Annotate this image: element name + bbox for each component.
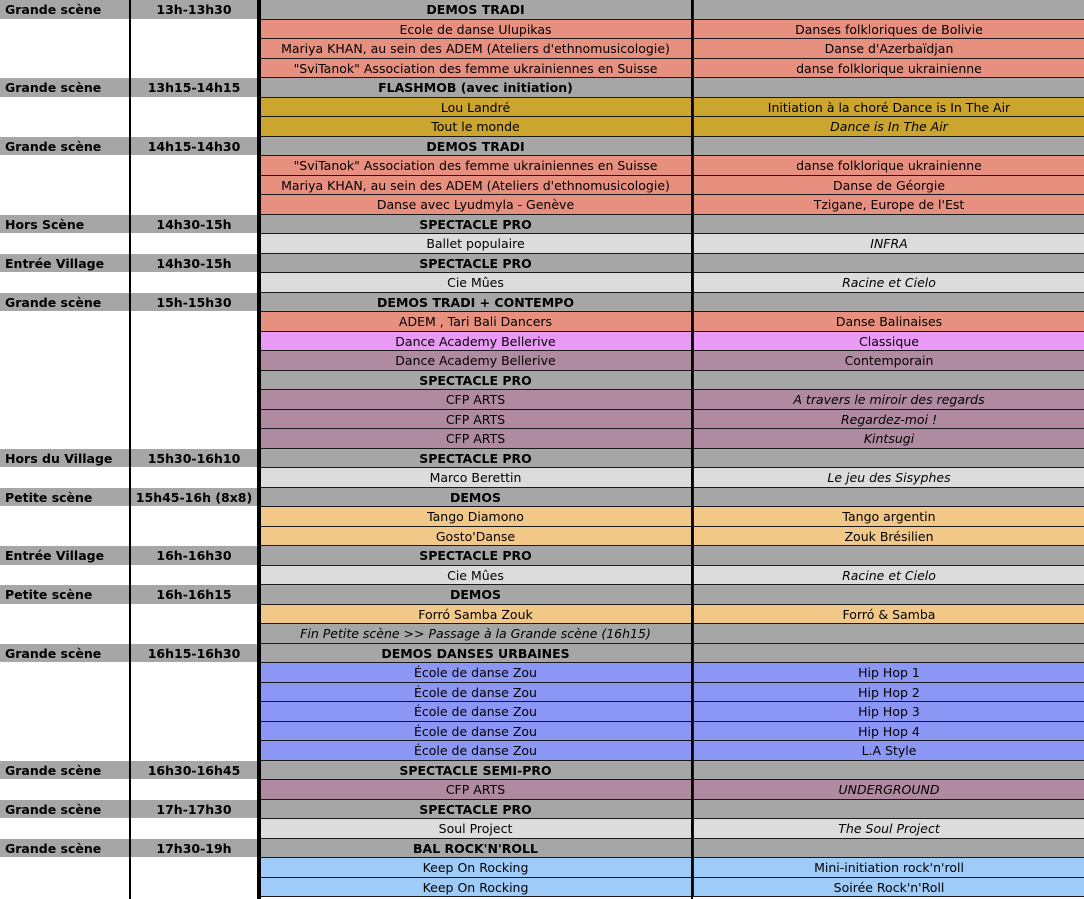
location-cell: [0, 702, 130, 722]
location-cell: Entrée Village: [0, 254, 130, 274]
schedule-row: [0, 273, 1084, 293]
performer-cell: Dance Academy Bellerive: [258, 332, 693, 352]
performer-cell: Marco Berettin: [258, 468, 693, 488]
description-cell: A travers le miroir des regards: [693, 390, 1084, 410]
location-cell: Grande scène: [0, 78, 130, 98]
location-cell: [0, 176, 130, 196]
schedule-row: [0, 683, 1084, 703]
time-cell: 16h30-16h45: [130, 761, 258, 781]
description-cell: danse folklorique ukrainienne: [693, 59, 1084, 79]
location-cell: [0, 410, 130, 430]
description-cell: Tzigane, Europe de l'Est: [693, 195, 1084, 215]
location-cell: Petite scène: [0, 585, 130, 605]
schedule-row: [0, 351, 1084, 371]
description-cell: [693, 761, 1084, 781]
category-cell: DEMOS TRADI + CONTEMPO: [258, 293, 693, 313]
time-cell: [130, 566, 258, 586]
schedule-row: [0, 410, 1084, 430]
schedule-row: [0, 507, 1084, 527]
column-divider-location: [129, 0, 131, 899]
performer-cell: Gosto'Danse: [258, 527, 693, 547]
description-cell: Initiation à la choré Dance is In The Air: [693, 98, 1084, 118]
time-cell: [130, 527, 258, 547]
performer-cell: École de danse Zou: [258, 663, 693, 683]
schedule-row: [0, 819, 1084, 839]
time-cell: 17h-17h30: [130, 800, 258, 820]
time-cell: [130, 624, 258, 644]
schedule-header-row: [0, 254, 1084, 274]
time-cell: [130, 59, 258, 79]
time-cell: [130, 20, 258, 40]
time-cell: [130, 858, 258, 878]
time-cell: [130, 332, 258, 352]
location-cell: [0, 605, 130, 625]
description-cell: Hip Hop 1: [693, 663, 1084, 683]
category-cell: SPECTACLE PRO: [258, 546, 693, 566]
location-cell: [0, 663, 130, 683]
time-cell: 14h30-15h: [130, 215, 258, 235]
performer-cell: Ballet populaire: [258, 234, 693, 254]
schedule-row: [0, 390, 1084, 410]
category-cell: BAL ROCK'N'ROLL: [258, 839, 693, 859]
performer-cell: École de danse Zou: [258, 702, 693, 722]
schedule-row: [0, 312, 1084, 332]
time-cell: 15h30-16h10: [130, 449, 258, 469]
schedule-row: [0, 371, 1084, 391]
performer-cell: Keep On Rocking: [258, 858, 693, 878]
performer-cell: Lou Landré: [258, 98, 693, 118]
location-cell: [0, 117, 130, 137]
time-cell: 16h-16h30: [130, 546, 258, 566]
schedule-header-row: [0, 839, 1084, 859]
description-cell: [693, 254, 1084, 274]
description-cell: Danse de Géorgie: [693, 176, 1084, 196]
performer-cell: Tango Diamono: [258, 507, 693, 527]
description-cell: UNDERGROUND: [693, 780, 1084, 800]
location-cell: [0, 312, 130, 332]
schedule-row: [0, 117, 1084, 137]
description-cell: Hip Hop 2: [693, 683, 1084, 703]
performer-cell: École de danse Zou: [258, 722, 693, 742]
time-cell: [130, 819, 258, 839]
schedule-header-row: [0, 546, 1084, 566]
location-cell: [0, 683, 130, 703]
location-cell: Grande scène: [0, 839, 130, 859]
performer-cell: Forró Samba Zouk: [258, 605, 693, 625]
schedule-header-row: [0, 449, 1084, 469]
description-cell: L.A Style: [693, 741, 1084, 761]
description-cell: [693, 488, 1084, 508]
location-cell: Hors du Village: [0, 449, 130, 469]
location-cell: [0, 20, 130, 40]
location-cell: Petite scène: [0, 488, 130, 508]
description-cell: Danse Balinaises: [693, 312, 1084, 332]
description-cell: [693, 0, 1084, 20]
location-cell: [0, 722, 130, 742]
description-cell: Classique: [693, 332, 1084, 352]
location-cell: [0, 780, 130, 800]
location-cell: [0, 195, 130, 215]
time-cell: 13h-13h30: [130, 0, 258, 20]
schedule-row: [0, 234, 1084, 254]
schedule-header-row: [0, 488, 1084, 508]
category-cell: DEMOS: [258, 585, 693, 605]
description-cell: Regardez-moi !: [693, 410, 1084, 430]
schedule-row: [0, 20, 1084, 40]
description-cell: Contemporain: [693, 351, 1084, 371]
description-cell: [693, 449, 1084, 469]
category-cell: SPECTACLE SEMI-PRO: [258, 761, 693, 781]
time-cell: [130, 390, 258, 410]
schedule-header-row: [0, 78, 1084, 98]
location-cell: Grande scène: [0, 644, 130, 664]
performer-cell: Cie Mûes: [258, 273, 693, 293]
performer-cell: "SviTanok" Association des femme ukrainiennes en Suisse: [258, 59, 693, 79]
schedule-row: [0, 156, 1084, 176]
schedule-row: [0, 59, 1084, 79]
location-cell: [0, 351, 130, 371]
description-cell: Dance is In The Air: [693, 117, 1084, 137]
category-cell: SPECTACLE PRO: [258, 371, 693, 391]
performer-cell: "SviTanok" Association des femme ukrainiennes en Suisse: [258, 156, 693, 176]
description-cell: [693, 585, 1084, 605]
schedule-header-row: [0, 137, 1084, 157]
time-cell: [130, 663, 258, 683]
time-cell: [130, 429, 258, 449]
location-cell: Grande scène: [0, 137, 130, 157]
time-cell: 14h30-15h: [130, 254, 258, 274]
schedule-row: [0, 176, 1084, 196]
time-cell: [130, 702, 258, 722]
location-cell: [0, 741, 130, 761]
description-cell: The Soul Project: [693, 819, 1084, 839]
location-cell: [0, 234, 130, 254]
location-cell: [0, 59, 130, 79]
location-cell: Grande scène: [0, 761, 130, 781]
performer-cell: Mariya KHAN, au sein des ADEM (Ateliers d'ethnomusicologie): [258, 176, 693, 196]
schedule-header-row: [0, 761, 1084, 781]
time-cell: [130, 351, 258, 371]
description-cell: Le jeu des Sisyphes: [693, 468, 1084, 488]
location-cell: [0, 390, 130, 410]
description-cell: Racine et Cielo: [693, 273, 1084, 293]
time-cell: [130, 741, 258, 761]
location-cell: Grande scène: [0, 293, 130, 313]
time-cell: 13h15-14h15: [130, 78, 258, 98]
description-cell: Hip Hop 4: [693, 722, 1084, 742]
time-cell: [130, 176, 258, 196]
time-cell: [130, 98, 258, 118]
schedule-row: [0, 98, 1084, 118]
description-cell: danse folklorique ukrainienne: [693, 156, 1084, 176]
performer-cell: CFP ARTS: [258, 390, 693, 410]
description-cell: Zouk Brésilien: [693, 527, 1084, 547]
schedule-row: [0, 429, 1084, 449]
performer-cell: CFP ARTS: [258, 780, 693, 800]
schedule-row: [0, 527, 1084, 547]
performer-cell: Soul Project: [258, 819, 693, 839]
time-cell: [130, 410, 258, 430]
category-cell: SPECTACLE PRO: [258, 254, 693, 274]
description-cell: Soirée Rock'n'Roll: [693, 878, 1084, 898]
schedule-header-row: [0, 293, 1084, 313]
time-cell: [130, 468, 258, 488]
description-cell: [693, 800, 1084, 820]
time-cell: [130, 507, 258, 527]
description-cell: [693, 371, 1084, 391]
time-cell: 16h-16h15: [130, 585, 258, 605]
schedule-row: [0, 468, 1084, 488]
location-cell: [0, 39, 130, 59]
performer-cell: Dance Academy Bellerive: [258, 351, 693, 371]
performer-cell: CFP ARTS: [258, 410, 693, 430]
category-cell: FLASHMOB (avec initiation): [258, 78, 693, 98]
category-cell: DEMOS TRADI: [258, 137, 693, 157]
location-cell: Hors Scène: [0, 215, 130, 235]
description-cell: Racine et Cielo: [693, 566, 1084, 586]
description-cell: Mini-initiation rock'n'roll: [693, 858, 1084, 878]
description-cell: [693, 624, 1084, 644]
time-cell: [130, 195, 258, 215]
location-cell: Grande scène: [0, 0, 130, 20]
schedule-row: [0, 702, 1084, 722]
schedule-row: [0, 780, 1084, 800]
schedule-header-row: [0, 585, 1084, 605]
location-cell: [0, 273, 130, 293]
schedule-row: [0, 332, 1084, 352]
description-cell: INFRA: [693, 234, 1084, 254]
description-cell: [693, 78, 1084, 98]
performer-cell: École de danse Zou: [258, 683, 693, 703]
description-cell: Danse d'Azerbaïdjan: [693, 39, 1084, 59]
time-cell: [130, 39, 258, 59]
location-cell: [0, 878, 130, 898]
schedule-row: [0, 722, 1084, 742]
location-cell: [0, 819, 130, 839]
column-divider-performer: [691, 0, 693, 899]
schedule-row: [0, 741, 1084, 761]
schedule-header-row: [0, 215, 1084, 235]
description-cell: [693, 137, 1084, 157]
time-cell: 17h30-19h: [130, 839, 258, 859]
time-cell: [130, 156, 258, 176]
description-cell: [693, 839, 1084, 859]
schedule-header-row: [0, 644, 1084, 664]
category-cell: SPECTACLE PRO: [258, 449, 693, 469]
performer-cell: Ecole de danse Ulupikas: [258, 20, 693, 40]
description-cell: [693, 215, 1084, 235]
category-cell: DEMOS TRADI: [258, 0, 693, 20]
category-cell: DEMOS: [258, 488, 693, 508]
performer-cell: ADEM , Tari Bali Dancers: [258, 312, 693, 332]
performer-cell: Cie Mûes: [258, 566, 693, 586]
description-cell: Hip Hop 3: [693, 702, 1084, 722]
location-cell: Grande scène: [0, 800, 130, 820]
location-cell: [0, 858, 130, 878]
performer-cell: Tout le monde: [258, 117, 693, 137]
schedule-row: [0, 39, 1084, 59]
description-cell: [693, 546, 1084, 566]
time-cell: 15h-15h30: [130, 293, 258, 313]
time-cell: [130, 605, 258, 625]
description-cell: Tango argentin: [693, 507, 1084, 527]
location-cell: [0, 468, 130, 488]
performer-cell: École de danse Zou: [258, 741, 693, 761]
location-cell: [0, 527, 130, 547]
description-cell: [693, 293, 1084, 313]
time-cell: [130, 273, 258, 293]
schedule-row: [0, 663, 1084, 683]
location-cell: [0, 429, 130, 449]
schedule-header-row: [0, 0, 1084, 20]
location-cell: [0, 332, 130, 352]
time-cell: [130, 312, 258, 332]
time-cell: 15h45-16h (8x8): [130, 488, 258, 508]
description-cell: Kintsugi: [693, 429, 1084, 449]
location-cell: [0, 566, 130, 586]
schedule-row: [0, 605, 1084, 625]
time-cell: [130, 780, 258, 800]
location-cell: [0, 507, 130, 527]
schedule-row: [0, 624, 1084, 644]
performer-cell: Danse avec Lyudmyla - Genève: [258, 195, 693, 215]
time-cell: [130, 683, 258, 703]
location-cell: [0, 624, 130, 644]
time-cell: [130, 878, 258, 898]
description-cell: Forró & Samba: [693, 605, 1084, 625]
performer-cell: Mariya KHAN, au sein des ADEM (Ateliers d'ethnomusicologie): [258, 39, 693, 59]
description-cell: Danses folkloriques de Bolivie: [693, 20, 1084, 40]
performer-cell: Fin Petite scène >> Passage à la Grande scène (16h15): [258, 624, 693, 644]
column-divider-time: [257, 0, 261, 899]
location-cell: [0, 156, 130, 176]
description-cell: [693, 644, 1084, 664]
schedule-row: [0, 195, 1084, 215]
schedule-row: [0, 878, 1084, 898]
time-cell: 14h15-14h30: [130, 137, 258, 157]
schedule-header-row: [0, 800, 1084, 820]
time-cell: [130, 371, 258, 391]
schedule-row: [0, 858, 1084, 878]
category-cell: SPECTACLE PRO: [258, 800, 693, 820]
location-cell: [0, 371, 130, 391]
schedule-row: [0, 566, 1084, 586]
time-cell: [130, 117, 258, 137]
performer-cell: CFP ARTS: [258, 429, 693, 449]
time-cell: [130, 234, 258, 254]
category-cell: DEMOS DANSES URBAINES: [258, 644, 693, 664]
category-cell: SPECTACLE PRO: [258, 215, 693, 235]
performer-cell: Keep On Rocking: [258, 878, 693, 898]
location-cell: Entrée Village: [0, 546, 130, 566]
time-cell: 16h15-16h30: [130, 644, 258, 664]
location-cell: [0, 98, 130, 118]
time-cell: [130, 722, 258, 742]
